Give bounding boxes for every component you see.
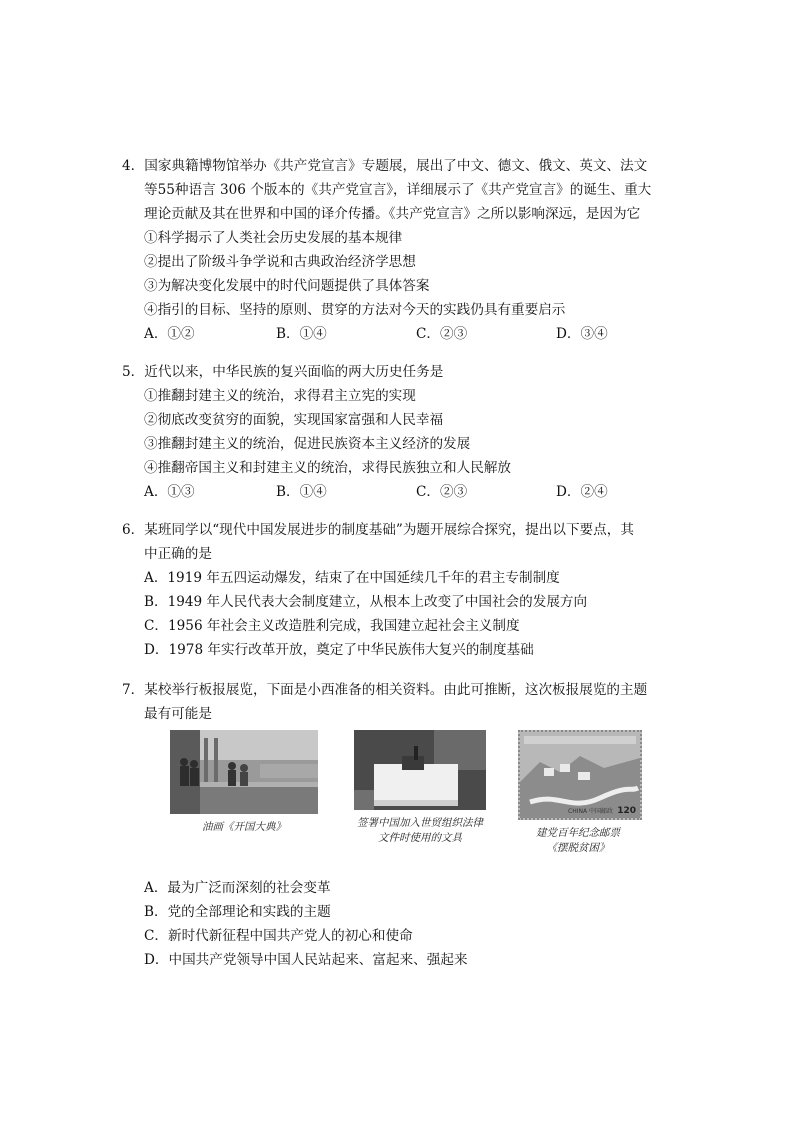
q4-option-c[interactable]: C．②③	[416, 326, 468, 342]
question-6	[122, 518, 682, 662]
q7-stem-line-1: 7．某校举行板报展览，下面是小西准备的相关资料。由此可推断，这次板报展览的主题	[122, 682, 648, 698]
q5-item-3: ③推翻封建主义的统治，促进民族资本主义经济的发展	[144, 436, 471, 452]
figure-2-caption-line-2: 文件时使用的文具	[378, 832, 462, 844]
signing-stationery-illustration	[354, 730, 486, 810]
q6-option-b[interactable]: B．1949 年人民代表大会制度建立，从根本上改变了中国社会的发展方向	[144, 594, 588, 610]
wto-signing-photo	[354, 730, 486, 810]
q6-option-a[interactable]: A．1919 年五四运动爆发，结束了在中国延续几千年的君主专制制度	[144, 570, 560, 586]
q4-stem-line-1: 4．国家典籍博物馆举办《共产党宣言》专题展，展出了中文、德文、俄文、英文、法文	[122, 158, 648, 174]
figure-wto-signing	[354, 730, 486, 846]
q4-options	[122, 322, 682, 346]
q5-item-1: ①推翻封建主义的统治，求得君主立宪的实现	[144, 388, 416, 404]
q5-option-c[interactable]: C．②③	[416, 484, 468, 500]
q5-options	[122, 480, 682, 504]
q4-item-1: ①科学揭示了人类社会历史发展的基本规律	[144, 230, 403, 246]
figure-3-caption-line-1: 建党百年纪念邮票	[536, 827, 620, 839]
q6-option-d[interactable]: D．1978 年实行改革开放，奠定了中华民族伟大复兴的制度基础	[144, 642, 534, 658]
q7-stem-line-2: 最有可能是	[144, 706, 212, 722]
q4-item-3: ③为解决变化发展中的时代问题提供了具体答案	[144, 278, 430, 294]
q6-stem-line-1: 6．某班同学以“现代中国发展进步的制度基础”为题开展综合探究，提出以下要点，其	[122, 522, 634, 538]
stamp-country-label: CHINA 中国邮政	[568, 808, 613, 815]
q5-item-2: ②彻底改变贫穷的面貌，实现国家富强和人民幸福	[144, 412, 444, 428]
figure-1-caption: 油画《开国大典》	[202, 821, 286, 833]
painting-illustration	[170, 730, 318, 814]
figure-2-caption-line-1: 签署中国加入世贸组织法律	[357, 817, 483, 829]
q4-stem-line-2: 等55种语言 306 个版本的《共产党宣言》，详细展示了《共产党宣言》的诞生、重大	[144, 182, 652, 198]
q5-option-b[interactable]: B．①④	[276, 484, 327, 500]
stamp-value: 120	[617, 806, 636, 816]
q6-stem-line-2: 中正确的是	[144, 546, 212, 562]
q4-option-a[interactable]: A．①②	[144, 326, 195, 342]
q4-option-d[interactable]: D．③④	[556, 326, 608, 342]
q5-option-a[interactable]: A．①③	[144, 484, 195, 500]
q7-option-a[interactable]: A．最为广泛而深刻的社会变革	[144, 880, 331, 896]
centenary-stamp	[518, 730, 642, 820]
q7-figures	[122, 726, 682, 876]
q4-stem-line-3: 理论贡献及其在世界和中国的译介传播。《共产党宣言》之所以影响深远，是因为它	[144, 206, 641, 222]
q4-item-4: ④指引的目标、坚持的原则、贯穿的方法对今天的实践仍具有重要启示	[144, 302, 566, 318]
q7-option-d[interactable]: D．中国共产党领导中国人民站起来、富起来、强起来	[144, 952, 468, 968]
question-4	[122, 154, 682, 346]
q7-option-c[interactable]: C．新时代新征程中国共产党人的初心和使命	[144, 928, 413, 944]
q6-option-c[interactable]: C．1956 年社会主义改造胜利完成，我国建立起社会主义制度	[144, 618, 520, 634]
figure-3-caption-line-2: 《摆脱贫困》	[546, 842, 610, 854]
question-5	[122, 360, 682, 504]
figure-founding-ceremony	[170, 730, 318, 835]
question-7	[122, 678, 682, 972]
q4-item-2: ②提出了阶级斗争学说和古典政治经济学思想	[144, 254, 416, 270]
founding-ceremony-painting	[170, 730, 318, 814]
q5-stem-line-1: 5．近代以来，中华民族的复兴面临的两大历史任务是	[122, 364, 444, 380]
q4-option-b[interactable]: B．①④	[276, 326, 327, 342]
q5-option-d[interactable]: D．②④	[556, 484, 608, 500]
q7-option-b[interactable]: B．党的全部理论和实践的主题	[144, 904, 331, 920]
q5-item-4: ④推翻帝国主义和封建主义的统治，求得民族独立和人民解放	[144, 460, 512, 476]
figure-stamp	[518, 730, 638, 856]
